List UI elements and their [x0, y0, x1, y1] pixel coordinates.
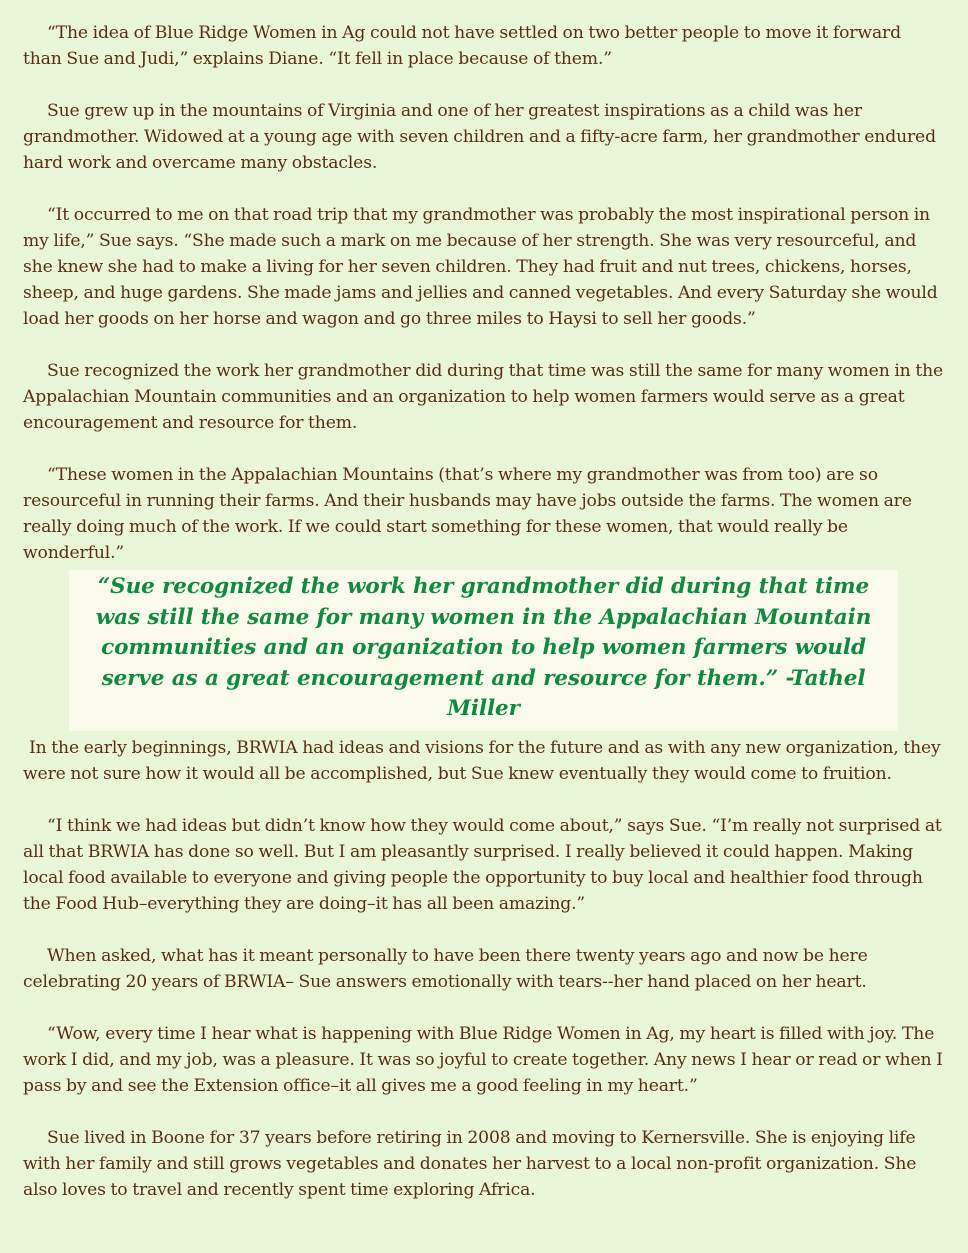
paragraph-early-beginnings: In the early beginnings, BRWIA had ideas and visions for the future and as with any new organization, they were not sure how it would all be accomplished, but Sue knew eventually they would come to fruition.	[23, 737, 941, 784]
paragraph-road-trip-quote: “It occurred to me on that road trip that my grandmother was probably the most inspirational person in my life,” Sue says. “She made such a mark on me because of her strength. She was very resourceful, and she knew she had to make a living for her seven children. They had fruit and nut trees, chickens, horses, sheep, and huge gardens. She made jams and jellies and canned vegetables. And every Saturday she would load her goods on her horse and wagon and go three miles to Haysi to sell her goods.”	[23, 205, 938, 329]
paragraph-appalachian-women-quote: “These women in the Appalachian Mountains (that’s where my grandmother was from too) are so resourceful in running their farms. And their husbands may have jobs outside the farms. The women are really doing much of the work. If we could start something for these women, that would really be wonderful.”	[23, 465, 912, 563]
paragraph-sue-lived-in-boone: Sue lived in Boone for 37 years before retiring in 2008 and moving to Kernersville. She is enjoying life with her family and still grows vegetables and donates her harvest to a local non-profit organization. She also loves to travel and recently spent time exploring Africa.	[23, 1127, 917, 1200]
paragraph-ideas-quote: “I think we had ideas but didn’t know how they would come about,” says Sue. “I’m really not surprised at all that BRWIA has done so well. But I am pleasantly surprised. I really believed it could happen. Making local food available to everyone and giving people the opportunity to buy local and healthier food through the Food Hub–everything they are doing–it has all been amazing.”	[23, 815, 942, 914]
pull-quote: “Sue recognized the work her grandmother did during that time was still the same for many women in the Appalachian Mountain communities and an organization to help women farmers would serve as a great encouragement and resource for them.” -Tathel Miller	[69, 570, 898, 731]
paragraph-when-asked: When asked, what has it meant personally to have been there twenty years ago and now be here celebrating 20 years of BRWIA– Sue answers emotionally with tears--her hand placed on her heart.	[23, 945, 868, 992]
paragraph-sue-recognized: Sue recognized the work her grandmother did during that time was still the same for many women in the Appalachian Mountain communities and an organization to help women farmers would serve as a great encouragement and resource for them.	[23, 361, 944, 433]
paragraph-sue-grandmother: Sue grew up in the mountains of Virginia and one of her greatest inspirations as a child was her grandmother. Widowed at a young age with seven children and a fifty-acre farm, her grandmother endured hard work and overcame many obstacles.	[23, 101, 936, 173]
paragraph-wow-quote: “Wow, every time I hear what is happening with Blue Ridge Women in Ag, my heart is filled with joy. The work I did, and my job, was a pleasure. It was so joyful to create together. Any news I hear or read or when I pass by and see the Extension office–it all gives me a good feeling in my heart.”	[23, 1023, 943, 1096]
paragraph-idea-of-brwia: “The idea of Blue Ridge Women in Ag could not have settled on two better people to move it forward than Sue and Judi,” explains Diane. “It fell in place because of them.”	[23, 23, 901, 69]
